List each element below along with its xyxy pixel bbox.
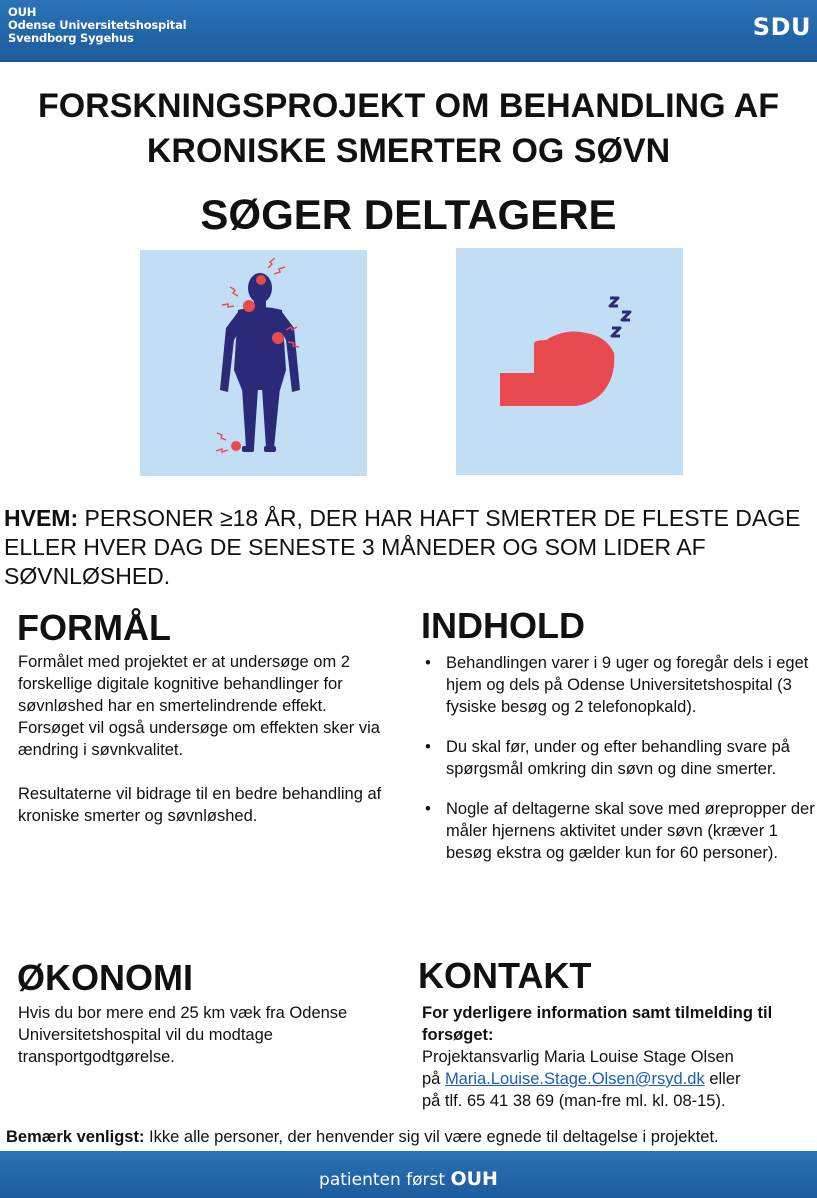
list-item: • Nogle af deltagerne skal sove med ørepropper der måler hjernens aktivitet under søvn (kræver 1 besøg ekstra og gælder kun for 60 personer). [420, 798, 817, 864]
purpose-heading: FORMÅL [17, 607, 171, 648]
content-list [420, 652, 817, 882]
contact-intro: For yderligere information samt tilmelding til forsøget: [422, 1004, 773, 1044]
contact-person: Projektansvarlig Maria Louise Stage Olsen [422, 1048, 734, 1066]
ouh-logo-line: OUH [8, 5, 37, 19]
contact-heading: KONTAKT [418, 955, 592, 996]
list-item: • Du skal før, under og efter behandling svare på spørgsmål omkring din søvn og dine smerter. [420, 736, 817, 780]
footer-tagline [0, 1168, 817, 1190]
page-title [0, 84, 817, 174]
title-line-1: FORSKNINGSPROJEKT OM BEHANDLING AF [37, 87, 780, 125]
contact-phone: på tlf. 65 41 38 69 (man-fre ml. kl. 08-15). [422, 1092, 726, 1110]
pain-figure-icon [140, 250, 367, 476]
list-item: • Behandlingen varer i 9 uger og foregår dels i eget hjem og dels på Odense Universitetshospital (3 fysiske besøg og 2 telefonopkald). [420, 652, 817, 718]
contact-pre-email: på [422, 1070, 445, 1088]
target-group-text [4, 504, 816, 591]
content-heading: INDHOLD [421, 605, 585, 646]
footer-tagline-text: patienten først [319, 1170, 451, 1190]
sleeping-head-illustration [456, 248, 683, 475]
ouh-logo [8, 6, 186, 45]
sleeping-head-icon [456, 248, 683, 475]
purpose-paragraph-1: Formålet med projektet er at undersøge om 2 forskellige digitale kognitive behandlinger for søvnløshed har en smertelindrende effekt. Forsøget vil også undersøge om effekten sker via ændring i søvnkvalitet. [18, 653, 380, 759]
purpose-paragraph-2: Resultaterne vil bidrage til en bedre behandling af kroniske smerter og søvnløshed. [18, 785, 382, 825]
ouh-logo-line: Odense Universitetshospital [8, 18, 187, 32]
target-group-description: PERSONER ≥18 ÅR, DER HAR HAFT SMERTER DE FLESTE DAGE ELLER HVER DAG DE SENESTE 3 MÅNEDER OG SOM LIDER AF SØVNLØSHED. [4, 505, 801, 589]
disclaimer-text: Ikke alle personer, der henvender sig vil være egnede til deltagelse i projektet. [144, 1128, 719, 1146]
page-subtitle: SØGER DELTAGERE [200, 191, 617, 238]
contact-text [422, 1002, 817, 1112]
pain-figure-illustration [140, 250, 367, 476]
contact-post-email: eller [704, 1070, 741, 1088]
target-group-label: HVEM: [4, 505, 79, 531]
sdu-logo: SDU [752, 13, 811, 41]
ouh-logo-line: Svendborg Sygehus [8, 31, 134, 45]
title-line-2: KRONISKE SMERTER OG SØVN [146, 132, 671, 170]
economy-text: Hvis du bor mere end 25 km væk fra Odense Universitetshospital vil du modtage transportgodtgørelse. [18, 1004, 348, 1066]
disclaimer-label: Bemærk venligst: [6, 1128, 145, 1146]
contact-email-link[interactable]: Maria.Louise.Stage.Olsen@rsyd.dk [444, 1070, 705, 1088]
disclaimer-note [6, 1126, 817, 1148]
purpose-text [18, 651, 390, 827]
footer-brand: OUH [450, 1168, 498, 1190]
economy-heading: ØKONOMI [17, 957, 193, 998]
